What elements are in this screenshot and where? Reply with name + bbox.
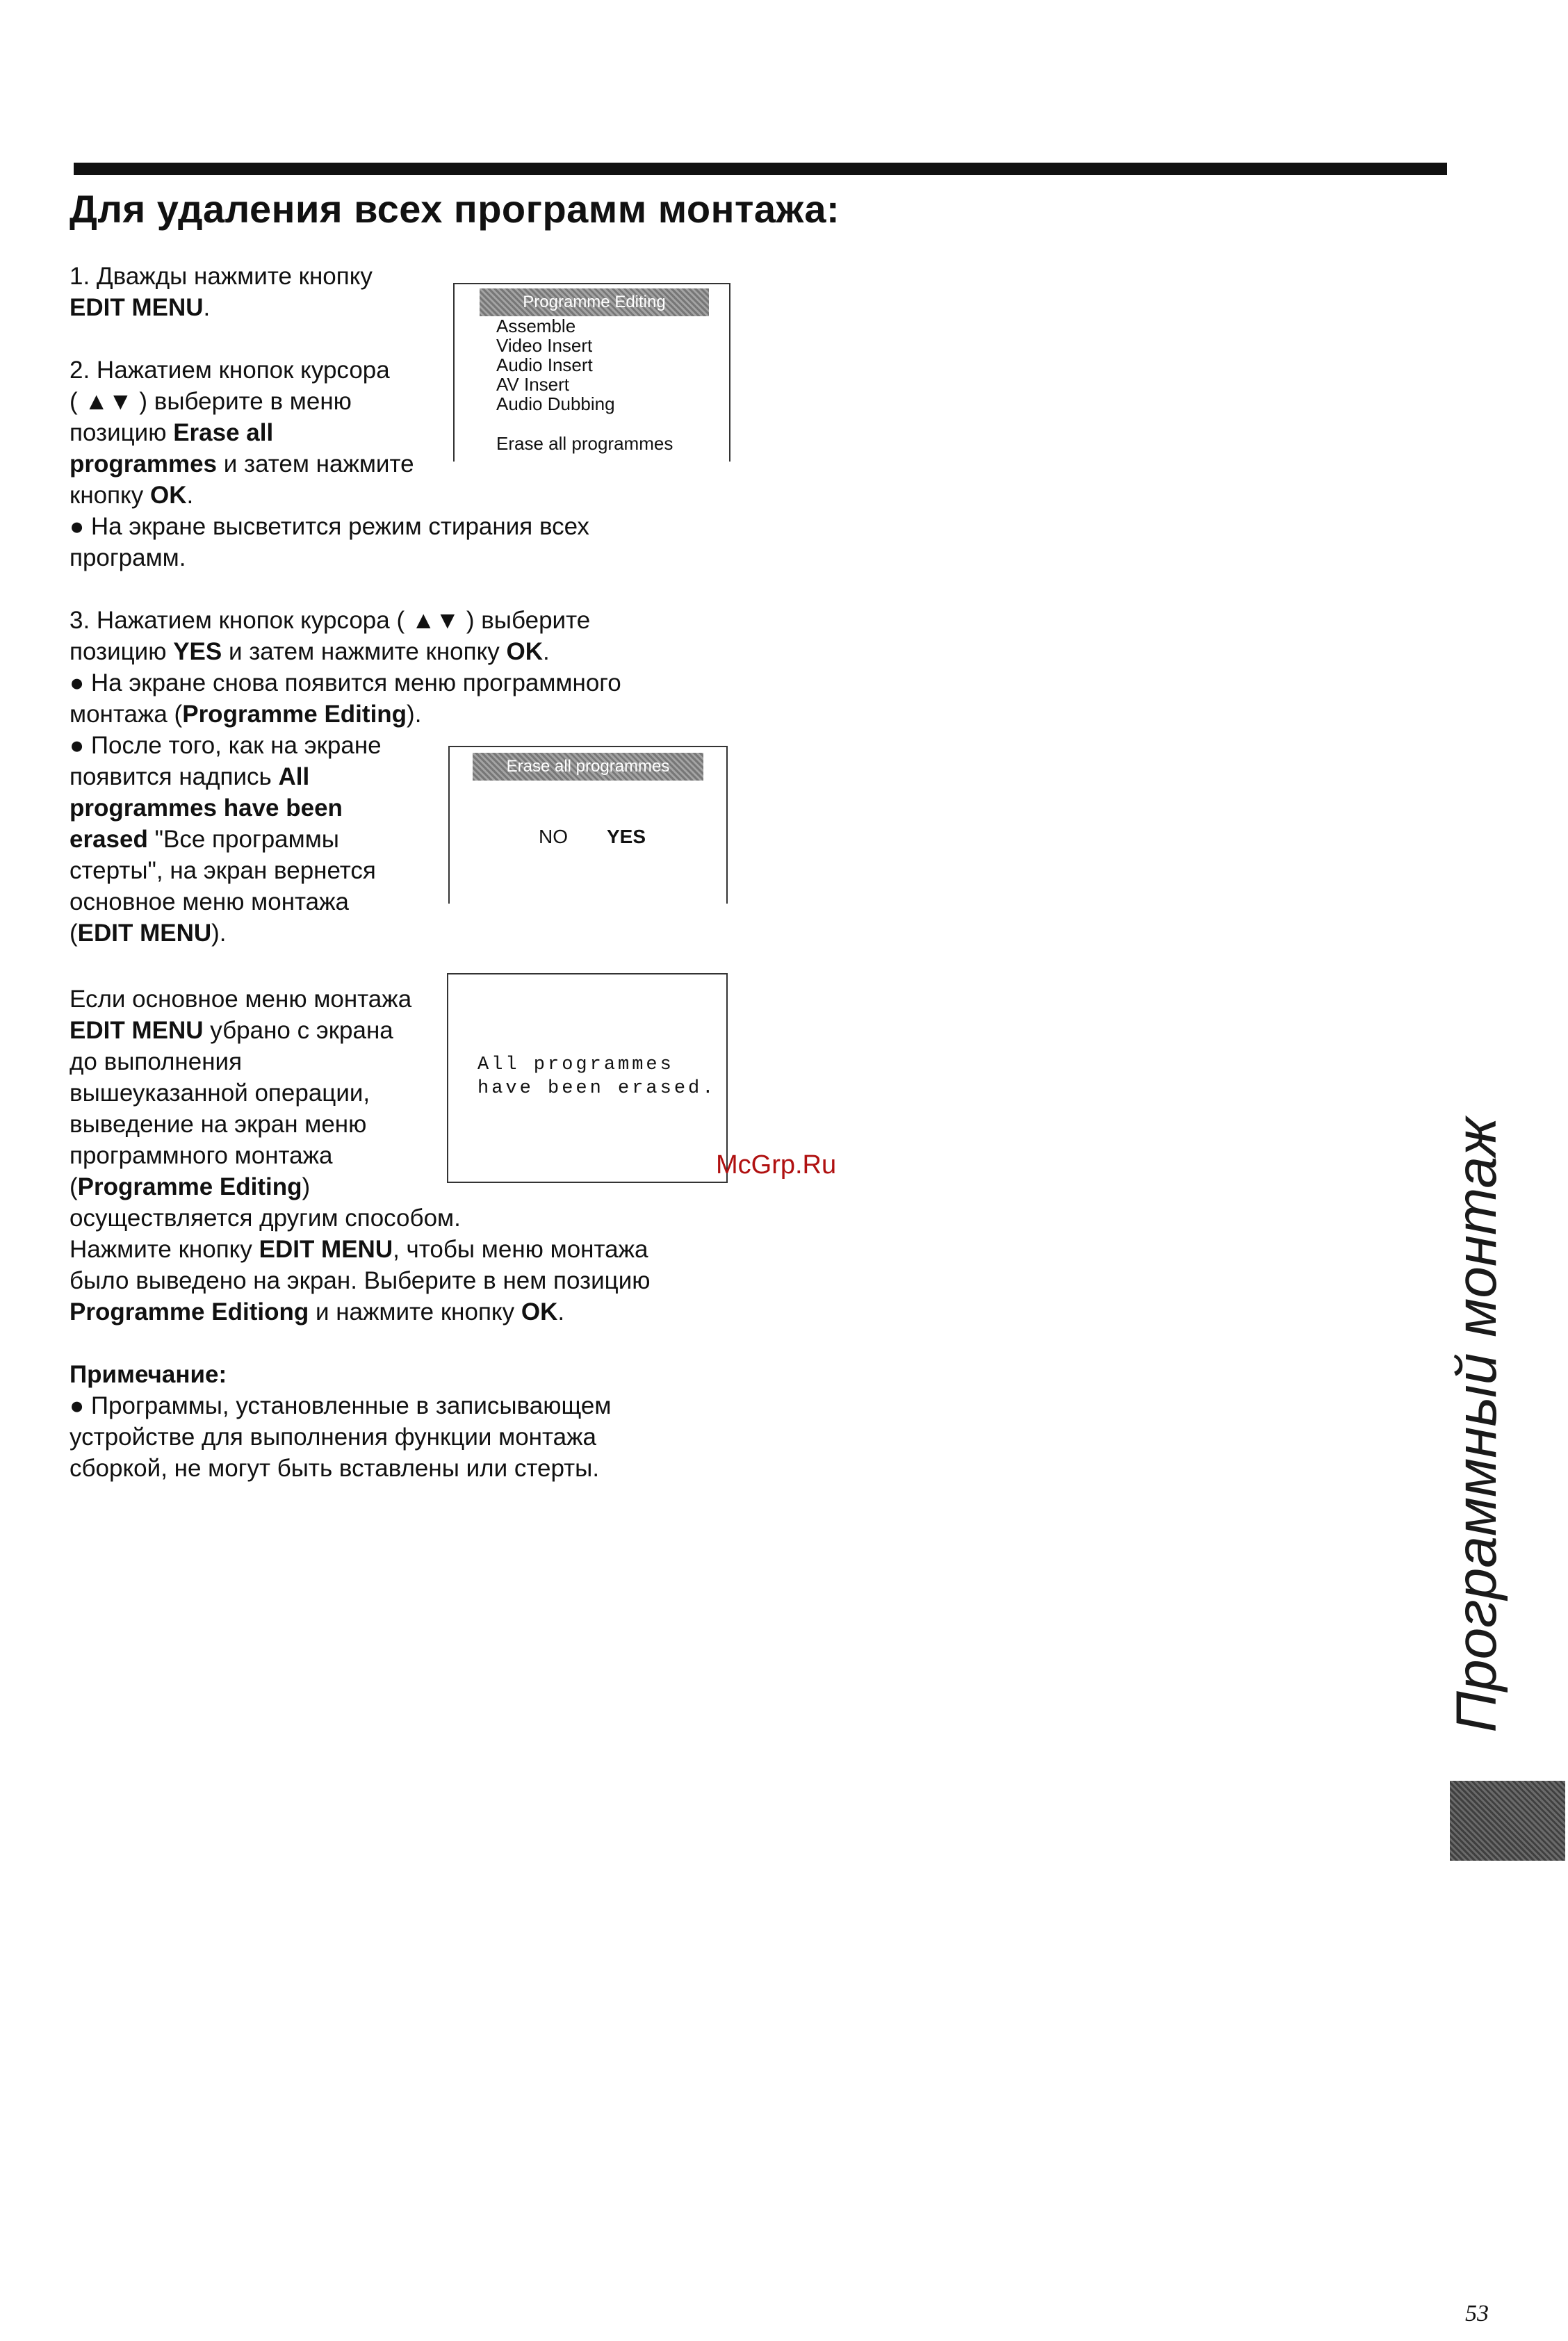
note-line-2: устройстве для выполнения функции монтажа <box>70 1424 596 1451</box>
erase-confirm-screen <box>448 746 728 904</box>
step-3-bullet-2-line-1: ● После того, как на экране <box>70 732 382 759</box>
para-4-line-3: до выполнения <box>70 1048 243 1075</box>
para-4-line-2: EDIT MENU убрано с экрана <box>70 1017 393 1044</box>
step-1-line-2: EDIT MENU. <box>70 294 211 321</box>
para-4-line-6: программного монтажа <box>70 1142 333 1169</box>
para-4-line-8: осуществляется другим способом. <box>70 1205 461 1232</box>
para-4-line-7: (Programme Editing) <box>70 1173 311 1200</box>
para-4-line-11: Programme Editiong и нажмите кнопку OK. <box>70 1298 565 1326</box>
side-section-title: Программный монтаж <box>1445 1117 1508 1733</box>
note-block <box>70 1359 611 1484</box>
step-2-note-line-1: ● На экране высветится режим стирания всех <box>70 513 589 540</box>
step-3-bullet-2-line-2: появится надпись All <box>70 763 310 790</box>
step-3-bullet-1-line-2: монтажа (Programme Editing). <box>70 701 422 728</box>
step-3-line-1: 3. Нажатием кнопок курсора ( ▲▼ ) выберите <box>70 607 591 634</box>
para-4-line-1: Если основное меню монтажа <box>70 986 412 1013</box>
menu-item-audio-insert: Audio Insert <box>496 354 593 375</box>
para-4-line-5: выведение на экран меню <box>70 1111 367 1138</box>
step-1-line-1: 1. Дважды нажмите кнопку <box>70 263 373 290</box>
option-yes: YES <box>607 826 646 847</box>
step-2-line-4: programmes и затем нажмите <box>70 450 414 478</box>
side-tab <box>1439 1091 1515 1759</box>
menu-item-erase-all: Erase all programmes <box>496 433 673 454</box>
edit-menu-button-label: EDIT MENU <box>70 294 204 321</box>
menu-item-assemble: Assemble <box>496 316 576 336</box>
menu-item-video-insert: Video Insert <box>496 335 593 356</box>
section-heading: Для удаления всех программ монтажа: <box>70 187 840 231</box>
step-3-bullet-2-line-3: programmes have been <box>70 794 343 822</box>
programme-editing-title-bar: Programme Editing <box>480 288 709 316</box>
step-3-bullet-2-line-4: erased "Все программы <box>70 826 339 853</box>
menu-item-av-insert: AV Insert <box>496 374 570 395</box>
step-2-note-line-2: программ. <box>70 544 186 571</box>
note-line-3: сборкой, не могут быть вставлены или стерты. <box>70 1455 600 1482</box>
erased-message-line-1: All programmes <box>477 1054 674 1075</box>
watermark: McGrp.Ru <box>716 1150 837 1180</box>
option-no: NO <box>539 826 568 847</box>
step-1 <box>70 261 373 323</box>
menu-item-audio-dubbing: Audio Dubbing <box>496 393 615 414</box>
step-3-bullet-2-line-6: основное меню монтажа <box>70 888 350 915</box>
erased-message-screen <box>447 973 728 1183</box>
para-4-line-9: Нажмите кнопку EDIT MENU, чтобы меню монтажа <box>70 1236 648 1263</box>
step-2-line-3: позицию Erase all <box>70 419 274 446</box>
top-rule <box>74 163 1447 175</box>
page-number: 53 <box>1465 2301 1489 2326</box>
erase-confirm-title-bar: Erase all programmes <box>473 753 703 781</box>
note-title: Примечание: <box>70 1361 227 1388</box>
step-2-line-5: кнопку OK. <box>70 482 194 509</box>
step-3-bullet-2-line-7: (EDIT MENU). <box>70 920 227 947</box>
step-3-bullet-1-line-1: ● На экране снова появится меню программного <box>70 669 621 696</box>
step-3-bullet-2-line-5: стерты", на экран вернется <box>70 857 376 884</box>
note-line-1: ● Программы, установленные в записывающем <box>70 1392 612 1419</box>
para-4-line-10: было выведено на экран. Выберите в нем позицию <box>70 1267 651 1294</box>
programme-editing-screen <box>453 283 730 462</box>
erased-message-line-2: have been erased. <box>477 1078 717 1099</box>
step-3-line-2: позицию YES и затем нажмите кнопку OK. <box>70 638 550 665</box>
step-2-line-2: ( ▲▼ ) выберите в меню <box>70 388 352 415</box>
step-2-line-1: 2. Нажатием кнопок курсора <box>70 357 390 384</box>
side-tab-marker <box>1450 1781 1565 1861</box>
para-4-line-4: вышеуказанной операции, <box>70 1079 370 1107</box>
